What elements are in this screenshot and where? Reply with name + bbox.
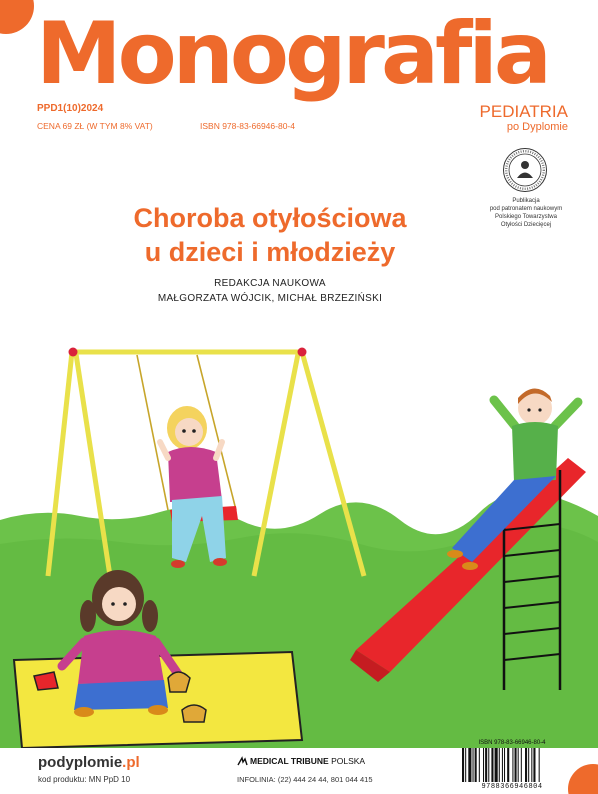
barcode-icon: [458, 748, 566, 782]
issue-row: [37, 121, 295, 131]
barcode-bar: [475, 748, 477, 782]
website-link[interactable]: [38, 754, 140, 771]
patronage-line: Publikacja: [512, 198, 540, 204]
infoline: INFOLINIA: (22) 444 24 44, 801 044 415: [237, 775, 373, 784]
website-name: podyplomie: [38, 754, 123, 771]
patronage-line: pod patronatem naukowym: [489, 206, 563, 212]
barcode-bar: [515, 748, 517, 782]
barcode-number: 9788366946804: [481, 783, 543, 791]
patronage-note: [472, 197, 580, 229]
corner-decoration-top-left: [0, 0, 34, 34]
society-seal-icon: [502, 147, 548, 193]
barcode-bar: [483, 748, 484, 782]
barcode-bar: [518, 748, 519, 782]
patronage-line: Otyłości Dziecięcej: [500, 222, 552, 228]
book-title-line: u dzieci i młodzieży: [144, 237, 396, 267]
barcode-bar: [502, 748, 503, 782]
cover-illustration: [0, 330, 598, 748]
barcode-block: [458, 740, 566, 792]
barcode-bar: [499, 748, 500, 782]
book-title: [60, 201, 480, 269]
barcode-bar: [485, 748, 487, 782]
footer: [0, 740, 598, 794]
barcode-bar: [479, 748, 480, 782]
barcode-bar: [495, 748, 498, 782]
barcode-bar: [491, 748, 493, 782]
publisher-country: POLSKA: [328, 756, 366, 766]
barcode-bar: [533, 748, 535, 782]
publisher-logo: [237, 756, 365, 767]
barcode-bar: [473, 748, 474, 782]
barcode-bar: [528, 748, 529, 782]
book-title-line: Choroba otyłościowa: [133, 203, 407, 233]
barcode-bar: [462, 748, 464, 782]
barcode-bar: [507, 748, 509, 782]
masthead-title: Monografia: [36, 4, 548, 104]
barcode-bar: [512, 748, 513, 782]
barcode-bar: [504, 748, 505, 782]
series-name: [480, 103, 568, 134]
patronage-line: Polskiego Towarzystwa: [495, 214, 557, 220]
barcode-bar: [525, 748, 527, 782]
editors-label: REDAKCJA NAUKOWA: [214, 278, 326, 289]
barcode-bar: [539, 748, 540, 782]
issue-code: PPD1(10)2024: [37, 103, 104, 114]
barcode-bar: [488, 748, 489, 782]
barcode-bar: [531, 748, 532, 782]
series-title: PEDIATRIA: [479, 102, 568, 121]
publisher-name: MEDICAL TRIBUNE: [250, 756, 329, 766]
series-subtitle: po Dyplomie: [506, 121, 568, 133]
barcode-bar: [465, 748, 466, 782]
website-tld: .pl: [122, 754, 140, 771]
barcode-isbn: ISBN 978-83-66946-80-4: [478, 740, 546, 746]
price-label: CENA 69 ZŁ (W TYM 8% VAT): [37, 121, 153, 131]
issue-info: [37, 103, 295, 131]
isbn-label: ISBN 978-83-66946-80-4: [200, 121, 295, 131]
product-code: kod produktu: MN PpD 10: [38, 775, 131, 784]
editors-names: MAŁGORZATA WÓJCIK, MICHAŁ BRZEZIŃSKI: [157, 293, 383, 304]
barcode-bar: [468, 748, 471, 782]
barcode-bar: [521, 748, 522, 782]
editors-block: [120, 276, 420, 306]
medical-tribune-logo-icon: [237, 756, 248, 767]
